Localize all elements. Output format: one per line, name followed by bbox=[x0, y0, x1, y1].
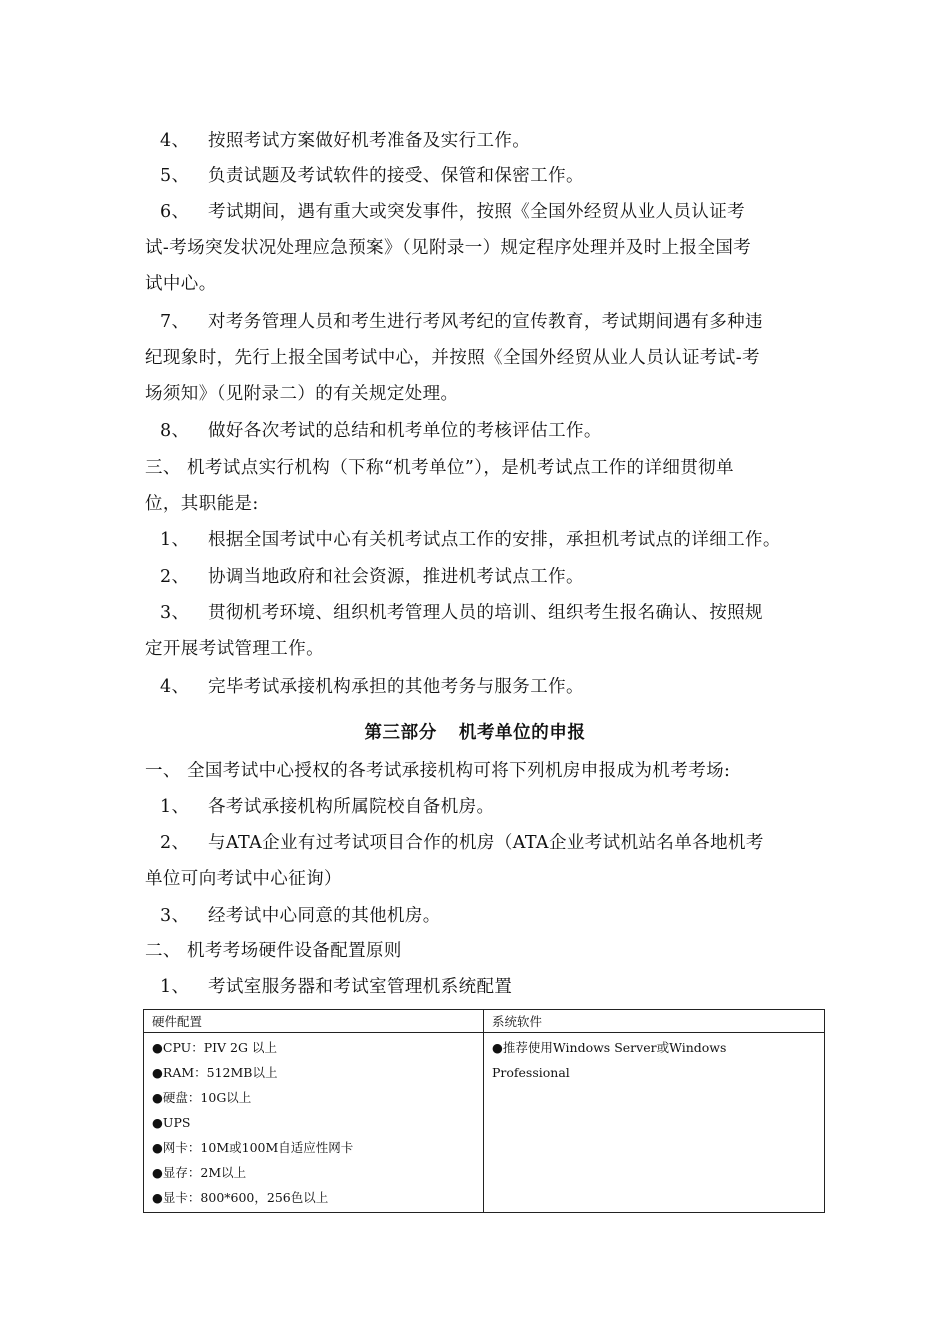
list-item-continuation: 纪现象时，先行上报全国考试中心，并按照《全国外经贸从业人员认证考试-考 bbox=[145, 348, 760, 368]
list-item: 3、 贯彻机考环境、组织机考管理人员的培训、组织考生报名确认、按照规 bbox=[160, 603, 763, 623]
list-item: 7、 对考务管理人员和考生进行考风考纪的宣传教育，考试期间遇有多种违 bbox=[160, 312, 763, 332]
list-item-continuation: 定开展考试管理工作。 bbox=[145, 639, 324, 659]
list-item: 4、 完毕考试承接机构承担的其他考务与服务工作。 bbox=[160, 677, 584, 697]
list-item-continuation: 单位可向考试中心征询） bbox=[145, 869, 342, 889]
list-item: 1、 考试室服务器和考试室管理机系统配置 bbox=[160, 977, 513, 997]
hardware-spec: ●硬盘：10G以上 bbox=[152, 1090, 252, 1105]
list-item: 4、 按照考试方案做好机考准备及实行工作。 bbox=[160, 131, 531, 151]
section-heading: 一、 全国考试中心授权的各考试承接机构可将下列机房申报成为机考考场: bbox=[145, 761, 731, 781]
hardware-spec: ●显存：2M以上 bbox=[152, 1165, 247, 1180]
hardware-cell bbox=[144, 1033, 484, 1213]
list-item: 1、 各考试承接机构所属院校自备机房。 bbox=[160, 797, 495, 817]
software-spec: Professional bbox=[492, 1065, 570, 1080]
list-item: 2、 与ATA企业有过考试项目合作的机房（ATA企业考试机站名单各地机考 bbox=[160, 833, 764, 853]
list-item: 1、 根据全国考试中心有关机考试点工作的安排，承担机考试点的详细工作。 bbox=[160, 530, 781, 550]
section-heading: 二、 机考考场硬件设备配置原则 bbox=[145, 941, 402, 961]
table-header-row bbox=[144, 1010, 825, 1033]
list-item-continuation: 试中心。 bbox=[145, 274, 217, 294]
list-item: 8、 做好各次考试的总结和机考单位的考核评估工作。 bbox=[160, 421, 602, 441]
software-spec: ●推荐使用Windows Server或Windows bbox=[492, 1040, 727, 1055]
list-item: 6、 考试期间，遇有重大或突发事件，按照《全国外经贸从业人员认证考 bbox=[160, 202, 745, 222]
software-cell bbox=[484, 1033, 825, 1213]
list-item-continuation: 场须知》（见附录二）的有关规定处理。 bbox=[145, 384, 459, 404]
hardware-spec: ●网卡：10M或100M自适应性网卡 bbox=[152, 1140, 354, 1155]
hardware-spec: ●UPS bbox=[152, 1115, 191, 1130]
table-header-cell: 系统软件 bbox=[484, 1010, 825, 1033]
list-item: 2、 协调当地政府和社会资源，推进机考试点工作。 bbox=[160, 567, 584, 587]
list-item: 3、 经考试中心同意的其他机房。 bbox=[160, 906, 441, 926]
config-table bbox=[143, 1009, 825, 1213]
list-item-continuation: 试-考场突发状况处理应急预案》（见附录一）规定程序处理并及时上报全国考 bbox=[145, 238, 752, 258]
list-item: 5、 负责试题及考试软件的接受、保管和保密工作。 bbox=[160, 166, 584, 186]
part-heading: 第三部分 机考单位的申报 bbox=[364, 723, 586, 743]
hardware-spec: ●CPU：PIV 2G 以上 bbox=[152, 1040, 277, 1055]
section-heading: 三、 机考试点实行机构（下称“机考单位”），是机考试点工作的详细贯彻单 bbox=[145, 458, 734, 478]
hardware-spec: ●显卡：800*600，256色以上 bbox=[152, 1190, 329, 1205]
table-row bbox=[144, 1033, 825, 1213]
table-header-cell: 硬件配置 bbox=[144, 1010, 484, 1033]
hardware-spec: ●RAM：512MB以上 bbox=[152, 1065, 278, 1080]
section-heading-continuation: 位，其职能是: bbox=[145, 494, 259, 514]
